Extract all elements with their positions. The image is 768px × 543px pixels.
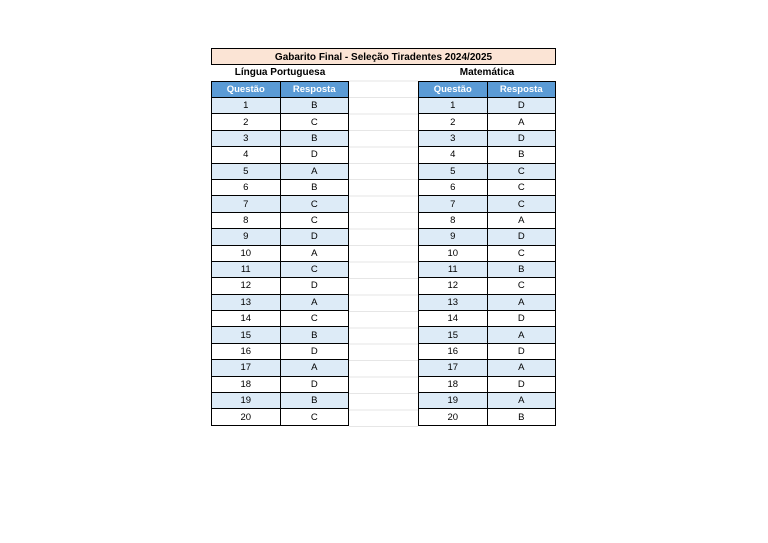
column-header-question: Questão	[212, 82, 281, 98]
math-section	[418, 65, 556, 426]
portuguese-section	[211, 65, 349, 426]
question-number: 8	[419, 212, 488, 228]
table-row	[419, 147, 556, 163]
column-gap	[349, 65, 418, 427]
table-row	[212, 147, 349, 163]
question-number: 14	[419, 311, 488, 327]
answer-letter: B	[280, 179, 349, 195]
answer-letter: C	[280, 311, 349, 327]
question-number: 3	[212, 130, 281, 146]
table-row	[419, 196, 556, 212]
table-row	[212, 360, 349, 376]
table-row	[419, 229, 556, 245]
question-number: 4	[212, 147, 281, 163]
table-row	[419, 130, 556, 146]
answer-table-portuguese	[211, 81, 349, 426]
answer-letter: D	[280, 343, 349, 359]
question-number: 6	[419, 179, 488, 195]
table-row	[212, 261, 349, 277]
answer-letter: C	[487, 245, 556, 261]
table-row	[419, 245, 556, 261]
answer-letter: A	[487, 327, 556, 343]
question-number: 11	[419, 261, 488, 277]
table-row	[212, 376, 349, 392]
question-number: 5	[419, 163, 488, 179]
answer-letter: D	[487, 98, 556, 114]
answer-letter: B	[280, 327, 349, 343]
answer-letter: C	[280, 196, 349, 212]
table-row	[419, 278, 556, 294]
question-number: 18	[419, 376, 488, 392]
answer-rows-portuguese	[212, 98, 349, 426]
table-row	[212, 130, 349, 146]
table-row	[212, 114, 349, 130]
answer-letter: A	[280, 360, 349, 376]
table-row	[419, 179, 556, 195]
question-number: 7	[212, 196, 281, 212]
question-number: 16	[212, 343, 281, 359]
answer-key-sheet	[211, 48, 556, 427]
answer-letter: C	[280, 114, 349, 130]
table-row	[419, 311, 556, 327]
question-number: 9	[419, 229, 488, 245]
answer-letter: D	[280, 278, 349, 294]
question-number: 20	[419, 409, 488, 425]
table-row	[419, 98, 556, 114]
answer-letter: B	[487, 147, 556, 163]
answer-letter: C	[487, 196, 556, 212]
answer-letter: D	[280, 147, 349, 163]
question-number: 20	[212, 409, 281, 425]
question-number: 10	[212, 245, 281, 261]
question-number: 8	[212, 212, 281, 228]
table-header-row	[212, 82, 349, 98]
table-row	[212, 245, 349, 261]
answer-letter: C	[487, 278, 556, 294]
question-number: 15	[212, 327, 281, 343]
question-number: 12	[212, 278, 281, 294]
table-row	[419, 294, 556, 310]
question-number: 5	[212, 163, 281, 179]
question-number: 12	[419, 278, 488, 294]
table-row	[419, 163, 556, 179]
sheet-title: Gabarito Final - Seleção Tiradentes 2024/2025	[211, 48, 556, 65]
answer-letter: C	[280, 261, 349, 277]
column-header-question: Questão	[419, 82, 488, 98]
table-row	[419, 114, 556, 130]
answer-letter: C	[280, 409, 349, 425]
answer-letter: A	[280, 163, 349, 179]
answer-letter: D	[280, 376, 349, 392]
answer-letter: A	[487, 393, 556, 409]
table-row	[212, 393, 349, 409]
question-number: 16	[419, 343, 488, 359]
answer-letter: B	[280, 393, 349, 409]
table-row	[212, 409, 349, 425]
question-number: 18	[212, 376, 281, 392]
table-row	[419, 376, 556, 392]
table-row	[419, 393, 556, 409]
answer-letter: A	[487, 360, 556, 376]
table-row	[419, 409, 556, 425]
answer-letter: D	[487, 311, 556, 327]
question-number: 17	[212, 360, 281, 376]
section-title-math: Matemática	[459, 67, 515, 78]
question-number: 3	[419, 130, 488, 146]
question-number: 11	[212, 261, 281, 277]
answer-letter: B	[487, 409, 556, 425]
answer-letter: A	[280, 294, 349, 310]
table-row	[419, 343, 556, 359]
answer-letter: D	[487, 229, 556, 245]
answer-letter: B	[280, 130, 349, 146]
question-number: 1	[212, 98, 281, 114]
question-number: 13	[419, 294, 488, 310]
answer-letter: A	[487, 294, 556, 310]
table-row	[212, 343, 349, 359]
answer-letter: C	[487, 163, 556, 179]
answer-letter: D	[487, 130, 556, 146]
table-row	[212, 294, 349, 310]
table-row	[212, 98, 349, 114]
question-number: 2	[212, 114, 281, 130]
table-header-row	[419, 82, 556, 98]
answer-letter: B	[487, 261, 556, 277]
question-number: 9	[212, 229, 281, 245]
answer-letter: D	[487, 376, 556, 392]
table-row	[212, 229, 349, 245]
answer-rows-math	[419, 98, 556, 426]
question-number: 13	[212, 294, 281, 310]
answer-letter: A	[487, 114, 556, 130]
table-row	[212, 327, 349, 343]
answer-letter: C	[280, 212, 349, 228]
answer-letter: B	[280, 98, 349, 114]
table-row	[419, 360, 556, 376]
section-title-portuguese: Língua Portuguesa	[234, 67, 326, 78]
question-number: 1	[419, 98, 488, 114]
question-number: 6	[212, 179, 281, 195]
answer-table-math	[418, 81, 556, 426]
answer-columns	[211, 65, 556, 427]
answer-letter: C	[487, 179, 556, 195]
answer-letter: D	[487, 343, 556, 359]
question-number: 14	[212, 311, 281, 327]
question-number: 4	[419, 147, 488, 163]
table-row	[212, 311, 349, 327]
table-row	[419, 327, 556, 343]
question-number: 17	[419, 360, 488, 376]
answer-letter: D	[280, 229, 349, 245]
answer-letter: A	[280, 245, 349, 261]
table-row	[212, 179, 349, 195]
table-row	[419, 261, 556, 277]
table-row	[212, 212, 349, 228]
table-row	[212, 196, 349, 212]
question-number: 7	[419, 196, 488, 212]
table-row	[419, 212, 556, 228]
column-header-answer: Resposta	[487, 82, 556, 98]
question-number: 19	[212, 393, 281, 409]
question-number: 10	[419, 245, 488, 261]
question-number: 19	[419, 393, 488, 409]
answer-letter: A	[487, 212, 556, 228]
question-number: 15	[419, 327, 488, 343]
column-header-answer: Resposta	[280, 82, 349, 98]
table-row	[212, 278, 349, 294]
question-number: 2	[419, 114, 488, 130]
table-row	[212, 163, 349, 179]
